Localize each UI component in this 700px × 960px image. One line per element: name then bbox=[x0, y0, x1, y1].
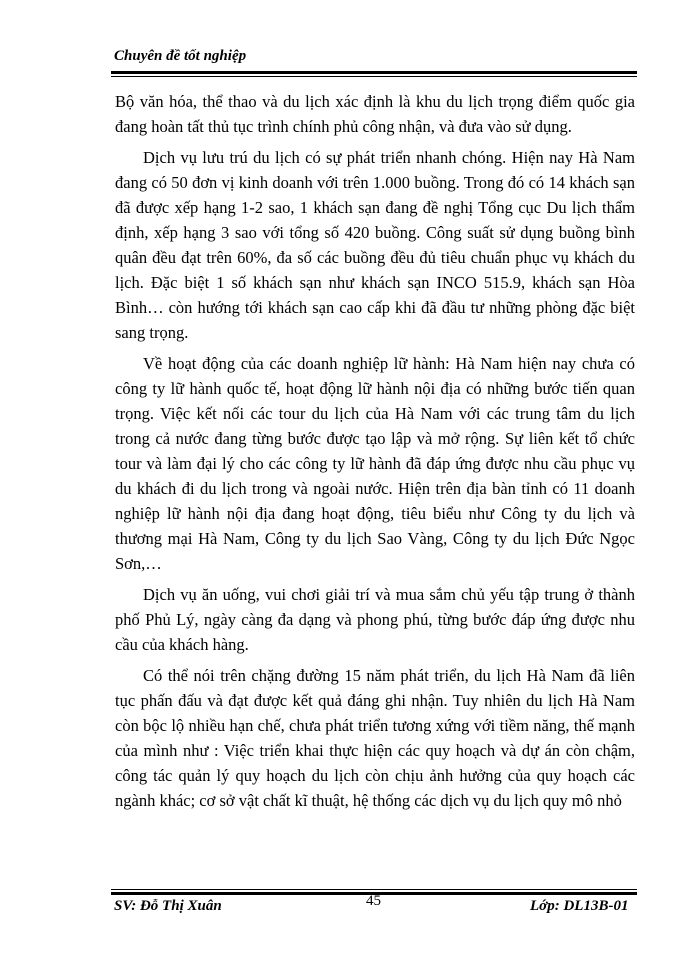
footer-rule-thin bbox=[111, 889, 637, 890]
footer-class: Lớp: DL13B-01 bbox=[530, 898, 629, 914]
paragraph-3: Về hoạt động của các doanh nghiệp lữ hành: Hà Nam hiện nay chưa có công ty lữ hành quốc tế, hoạt động lữ hành nội địa có những bước tiến quan trọng. Việc kết nối các tour du lịch của Hà Nam với các trung tâm du lịch trong cả nước đang từng bước được tạo lập và mở rộng. Sự liên kết tổ chức tour và làm đại lý cho các công ty lữ hành đã đáp ứng được nhu cầu phục vụ du khách đi du lịch trong và ngoài nước. Hiện trên địa bàn tỉnh có 11 doanh nghiệp lữ hành nội địa đang hoạt động, tiêu biểu như Công ty du lịch và thương mại Hà Nam, Công ty du lịch Sao Vàng, Công ty du lịch Đức Ngọc Sơn,… bbox=[115, 354, 635, 573]
header-title: Chuyên đề tốt nghiệp bbox=[114, 48, 247, 64]
body-text bbox=[115, 89, 635, 819]
paragraph-4: Dịch vụ ăn uống, vui chơi giải trí và mua sắm chủ yếu tập trung ở thành phố Phủ Lý, ngày càng đa dạng và phong phú, từng bước đáp ứng được nhu cầu của khách hàng. bbox=[115, 585, 635, 654]
paragraph-1: Bộ văn hóa, thể thao và du lịch xác định là khu du lịch trọng điểm quốc gia đang hoàn tất thủ tục trình chính phủ công nhận, và đưa vào sử dụng. bbox=[115, 92, 635, 136]
header-rule-thick bbox=[111, 71, 637, 74]
page-number: 45 bbox=[366, 893, 381, 909]
header-rule-thin bbox=[111, 76, 637, 77]
paragraph-2: Dịch vụ lưu trú du lịch có sự phát triển nhanh chóng. Hiện nay Hà Nam đang có 50 đơn vị kinh doanh với trên 1.000 buồng. Trong đó có 14 khách sạn đã được xếp hạng 1-2 sao, 1 khách sạn đang đề nghị Tổng cục Du lịch thẩm định, xếp hạng 3 sao với tổng số 420 buồng. Công suất sử dụng buồng bình quân đều đạt trên 60%, đa số các buồng đều đủ tiêu chuẩn phục vụ khách du lịch. Đặc biệt 1 số khách sạn như khách sạn INCO 515.9, khách sạn Hòa Bình… còn hướng tới khách sạn cao cấp khi đã đầu tư những phòng đặc biệt sang trọng. bbox=[115, 148, 635, 342]
footer-student-name: SV: Đỗ Thị Xuân bbox=[114, 898, 222, 914]
paragraph-5: Có thể nói trên chặng đường 15 năm phát triển, du lịch Hà Nam đã liên tục phấn đấu và đạt được kết quả đáng ghi nhận. Tuy nhiên du lịch Hà Nam còn bộc lộ nhiều hạn chế, chưa phát triển tương xứng với tiềm năng, thế mạnh của mình như : Việc triển khai thực hiện các quy hoạch và dự án còn chậm, công tác quản lý quy hoạch du lịch còn chịu ảnh hưởng của quy hoạch các ngành khác; cơ sở vật chất kĩ thuật, hệ thống các dịch vụ du lịch quy mô nhỏ bbox=[115, 666, 635, 810]
